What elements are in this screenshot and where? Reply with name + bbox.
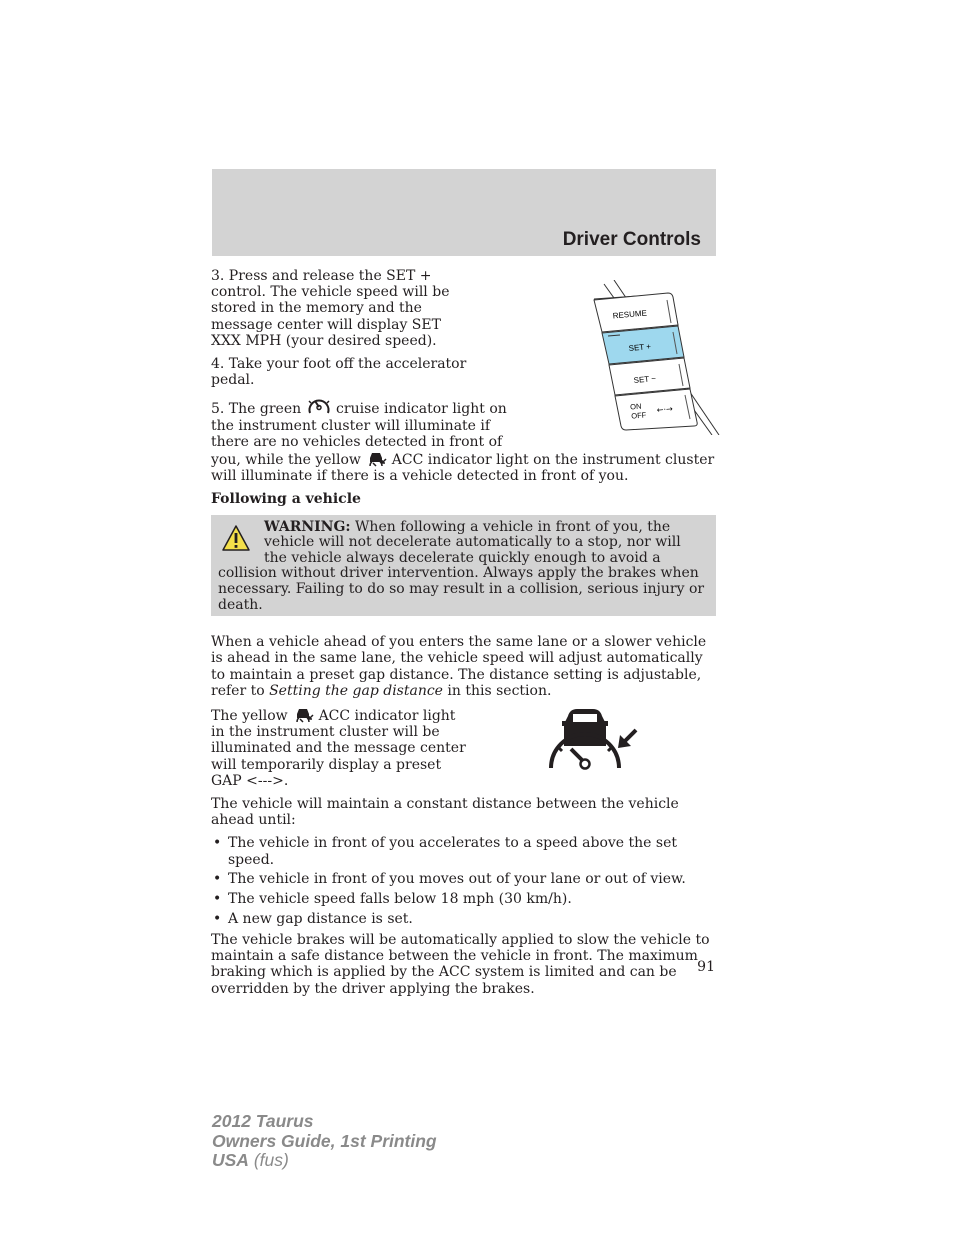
warning-box (211, 515, 716, 617)
step-3-text: 3. Press and release the SET + control. The vehicle speed will be stored in the memory and the message center will display SET XXX MPH (your desired speed). (211, 268, 450, 349)
paragraph-yellow-acc-end: ACC indicator light in the instrument cluster will be illuminated and the message center will temporarily display a preset GAP <--->. (211, 708, 466, 789)
off-button-label: OFF (630, 410, 647, 421)
condition-list (211, 835, 716, 927)
set-plus-button-label: SET + (628, 342, 652, 353)
list-item: • The vehicle speed falls below 18 mph (30 km/h). (211, 891, 716, 907)
gap-arrows-label: ←·→ (656, 404, 674, 415)
footer-publication-info (212, 1112, 437, 1171)
list-item: • The vehicle in front of you moves out of your lane or out of view. (211, 871, 716, 887)
yellow-acc-indicator-icon (365, 450, 387, 468)
step-5-middle: cruise indicator light on the instrument cluster will illuminate if there are no vehicles detected in front of you, while the yellow (211, 401, 507, 469)
footer-region: USA (212, 1150, 249, 1170)
paragraph-auto-braking: The vehicle brakes will be automatically applied to slow the vehicle to maintain a safe distance between the vehicle in front. The maximum braking which is applied by the ACC system is limited and can be overridden by the driver applying the brakes. (211, 931, 710, 997)
warning-triangle-icon (221, 524, 251, 552)
cruise-control-buttons-illustration (522, 280, 722, 435)
footer-model: 2012 Taurus (212, 1111, 314, 1131)
set-minus-button-label: SET − (633, 374, 657, 385)
resume-button-label: RESUME (612, 308, 648, 321)
yellow-acc-indicator-icon (292, 706, 314, 724)
section-title: Driver Controls (562, 229, 701, 250)
footer-region-code: (fus) (248, 1150, 289, 1170)
warning-text: When following a vehicle in front of you, the vehicle will not decelerate automatically to a stop, nor will the vehicle always decelerate quickly enough to avoid a collision without driver intervention. Always apply the brakes when necessary. Failing to do so may result in a collision, serious injury or death. (218, 518, 705, 613)
paragraph-maintain-distance: The vehicle will maintain a constant distance between the vehicle ahead until: (211, 796, 679, 829)
paragraph-preset-gap (211, 634, 716, 699)
green-cruise-indicator-icon (306, 395, 332, 417)
step-4-text: 4. Take your foot off the accelerator pedal. (211, 356, 467, 389)
header-band (212, 169, 716, 256)
paragraph-yellow-acc-start: The yellow (211, 708, 293, 725)
warning-label: WARNING: (264, 518, 351, 535)
paragraph-preset-gap-main: When a vehicle ahead of you enters the same lane or a slower vehicle is ahead in the same lane, the vehicle speed will adjust automatically to maintain a preset gap distance. The distance setting is adjustable, refer to (211, 634, 707, 699)
paragraph-preset-gap-end: in this section. (442, 682, 552, 699)
gap-setting-reference: Setting the gap distance (269, 682, 443, 699)
following-vehicle-heading: Following a vehicle (211, 491, 361, 508)
list-item: • The vehicle in front of you accelerates to a speed above the set speed. (211, 835, 716, 867)
acc-indicator-illustration (540, 706, 640, 776)
page-number: 91 (697, 959, 715, 975)
page-content (211, 268, 716, 1004)
paragraph-yellow-acc (211, 706, 471, 789)
step-5-end: ACC indicator light on the instrument cluster will illuminate if there is a vehicle detected in front of you. (211, 452, 715, 485)
list-item: • A new gap distance is set. (211, 911, 716, 927)
on-button-label: ON (629, 401, 642, 412)
footer-edition: Owners Guide, 1st Printing (212, 1130, 437, 1151)
step-5-start: 5. The green (211, 401, 302, 418)
